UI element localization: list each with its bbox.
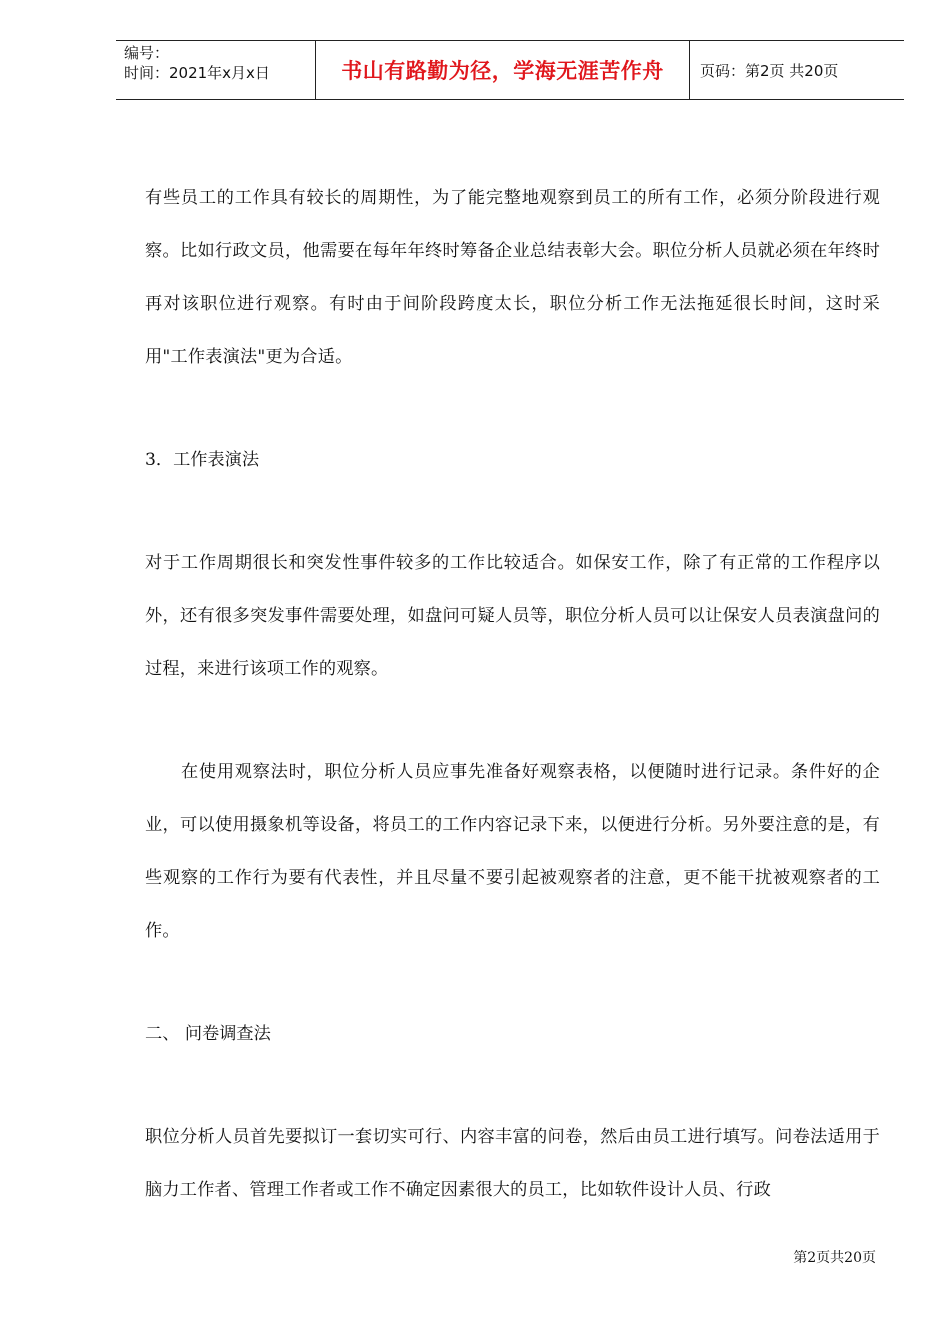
- motto-text: 书山有路勤为径，学海无涯苦作舟: [341, 59, 664, 83]
- page-header: [116, 40, 904, 100]
- spacer: [145, 958, 880, 1008]
- page-number-label: 页码：第2页 共20页: [700, 61, 839, 80]
- spacer: [145, 1061, 880, 1111]
- spacer: [145, 696, 880, 746]
- header-page-info: [690, 41, 904, 99]
- document-date: 时间：2021年x月x日: [124, 64, 270, 82]
- paragraph-3: 在使用观察法时，职位分析人员应事先准备好观察表格，以便随时进行记录。条件好的企业，可以使用摄象机等设备，将员工的工作内容记录下来，以便进行分析。另外要注意的是，有些观察的工作行为要有代表性，并且尽量不要引起被观察者的注意，更不能干扰被观察者的工作。: [145, 762, 880, 941]
- section-heading-questionnaire: 二、 问卷调查法: [145, 1024, 271, 1044]
- paragraph-1: 有些员工的工作具有较长的周期性，为了能完整地观察到员工的所有工作，必须分阶段进行观察。比如行政文员，他需要在每年年终时筹备企业总结表彰大会。职位分析人员就必须在年终时再对该职位进行观察。有时由于间阶段跨度太长，职位分析工作无法拖延很长时间，这时采用"工作表演法"更为合适。: [145, 188, 880, 367]
- spacer: [145, 487, 880, 537]
- spacer: [145, 384, 880, 434]
- page-footer: 第2页共20页: [793, 1250, 876, 1266]
- paragraph-2: 对于工作周期很长和突发性事件较多的工作比较适合。如保安工作，除了有正常的工作程序以外，还有很多突发事件需要处理，如盘问可疑人员等，职位分析人员可以让保安人员表演盘问的过程，来进行该项工作的观察。: [145, 553, 880, 679]
- header-motto: [316, 41, 690, 99]
- section-heading-work-performance: 3．工作表演法: [145, 450, 260, 470]
- header-meta: [116, 41, 316, 99]
- document-body: [145, 172, 880, 1217]
- document-number-label: 编号：: [124, 44, 170, 62]
- paragraph-4: 职位分析人员首先要拟订一套切实可行、内容丰富的问卷，然后由员工进行填写。问卷法适用于脑力工作者、管理工作者或工作不确定因素很大的员工，比如软件设计人员、行政: [145, 1127, 880, 1200]
